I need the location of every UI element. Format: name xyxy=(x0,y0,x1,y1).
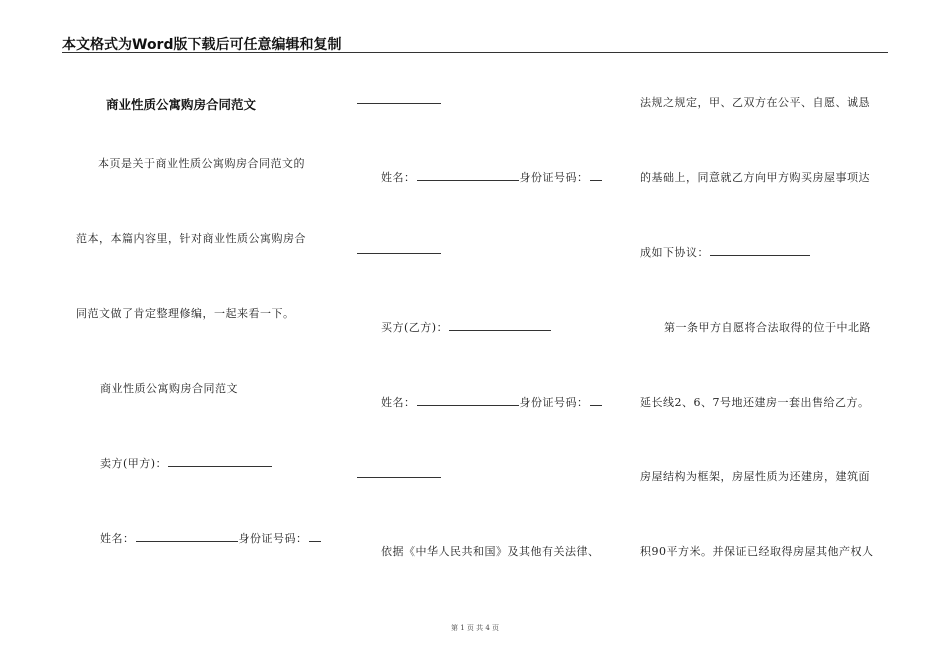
seller-blank xyxy=(168,457,272,467)
seller-label: 卖方(甲方)： xyxy=(100,457,168,470)
name-label: 姓名： xyxy=(381,171,416,184)
body-line-1: 法规之规定，甲、乙双方在公平、自愿、诚恳 xyxy=(640,96,870,109)
id-blank xyxy=(590,171,602,181)
blank-rule xyxy=(357,103,441,104)
blank-rule xyxy=(357,477,441,478)
buyer-blank xyxy=(449,321,551,331)
body-line-6: 房屋结构为框架，房屋性质为还建房，建筑面 xyxy=(640,470,870,483)
name-label: 姓名： xyxy=(100,532,135,545)
document-header-banner: 本文格式为Word版下载后可任意编辑和复制 xyxy=(62,37,342,53)
id-label: 身份证号码： xyxy=(519,171,589,184)
buyer-line xyxy=(381,319,552,335)
name-blank xyxy=(417,396,519,406)
id-blank xyxy=(590,396,602,406)
text-column-middle xyxy=(355,0,610,672)
contract-title: 商业性质公寓购房合同范文 xyxy=(106,97,257,112)
id-label: 身份证号码： xyxy=(519,396,589,409)
name-label: 姓名： xyxy=(381,396,416,409)
text-column-left xyxy=(76,0,326,672)
name-blank xyxy=(136,532,238,542)
buyer-label: 买方(乙方)： xyxy=(381,321,449,334)
contract-subtitle: 商业性质公寓购房合同范文 xyxy=(100,382,238,395)
agreement-line xyxy=(640,244,811,260)
body-line-7: 积90平方米。并保证已经取得房屋其他产权人 xyxy=(640,545,874,558)
agreement-label: 成如下协议： xyxy=(640,246,709,259)
name-blank xyxy=(417,171,519,181)
page-number: 第 1 页 共 4 页 xyxy=(450,624,500,632)
id-blank xyxy=(309,532,321,542)
article-one-line: 第一条甲方自愿将合法取得的位于中北路 xyxy=(664,321,871,334)
seller-line xyxy=(100,455,273,471)
legal-basis-line: 依据《中华人民共和国》及其他有关法律、 xyxy=(381,545,600,558)
intro-line-3: 同范文做了肯定整理修编，一起来看一下。 xyxy=(76,307,295,320)
body-line-2: 的基础上，同意就乙方向甲方购买房屋事项达 xyxy=(640,171,870,184)
body-line-5: 延长线2、6、7号地还建房一套出售给乙方。 xyxy=(640,396,870,409)
agreement-blank xyxy=(710,246,810,256)
id-label: 身份证号码： xyxy=(238,532,308,545)
buyer-name-line xyxy=(381,394,603,410)
intro-line-1: 本页是关于商业性质公寓购房合同范文的 xyxy=(98,157,305,170)
seller-name-line xyxy=(100,530,322,546)
text-column-right xyxy=(640,0,885,672)
seller-name-line-2 xyxy=(381,169,603,185)
blank-rule xyxy=(357,253,441,254)
intro-line-2: 范本，本篇内容里，针对商业性质公寓购房合 xyxy=(76,232,306,245)
